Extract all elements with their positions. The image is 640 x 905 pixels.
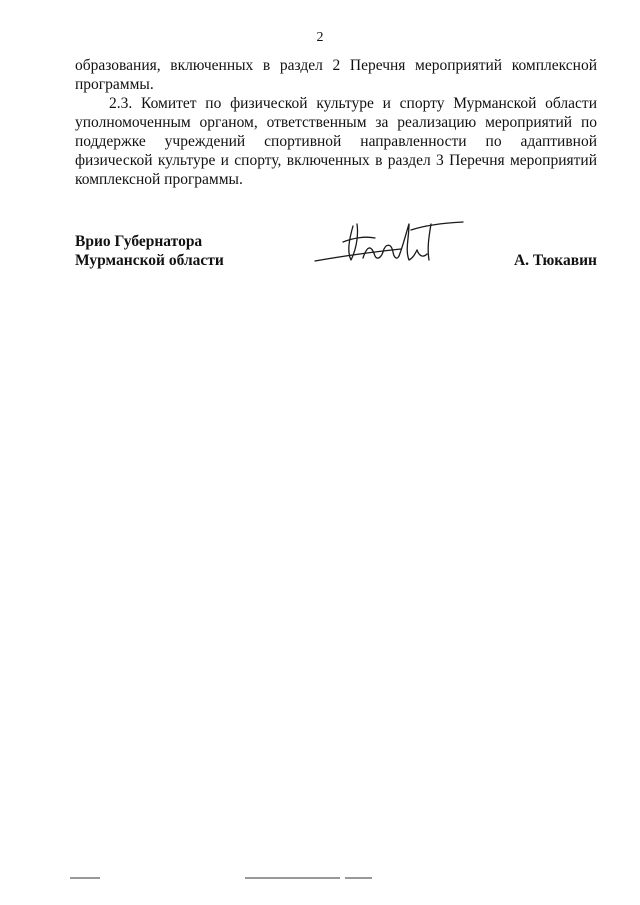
paragraph-2-3: 2.3. Комитет по физической культуре и спорту Мурманской области уполномоченным органом, ответственным за реализацию мероприятий по поддержке учреждений спортивной направленности по адаптивной физической культуре и спорту, включенных в раздел 3 Перечня мероприятий комплексной программы.: [75, 95, 597, 188]
signature-block: [75, 232, 597, 272]
page-number: 2: [316, 30, 324, 45]
document-body: [75, 56, 597, 189]
handwritten-signature-icon: [313, 216, 473, 272]
footer-rule: [0, 876, 640, 880]
paragraph-continuation: образования, включенных в раздел 2 Перечня мероприятий комплексной программы.: [75, 57, 597, 93]
signatory-title: [75, 232, 224, 270]
signatory-title-line-1: Врио Губернатора: [75, 233, 203, 250]
signatory-name: А. Тюкавин: [513, 252, 597, 269]
signatory-title-line-2: Мурманской области: [75, 252, 224, 269]
